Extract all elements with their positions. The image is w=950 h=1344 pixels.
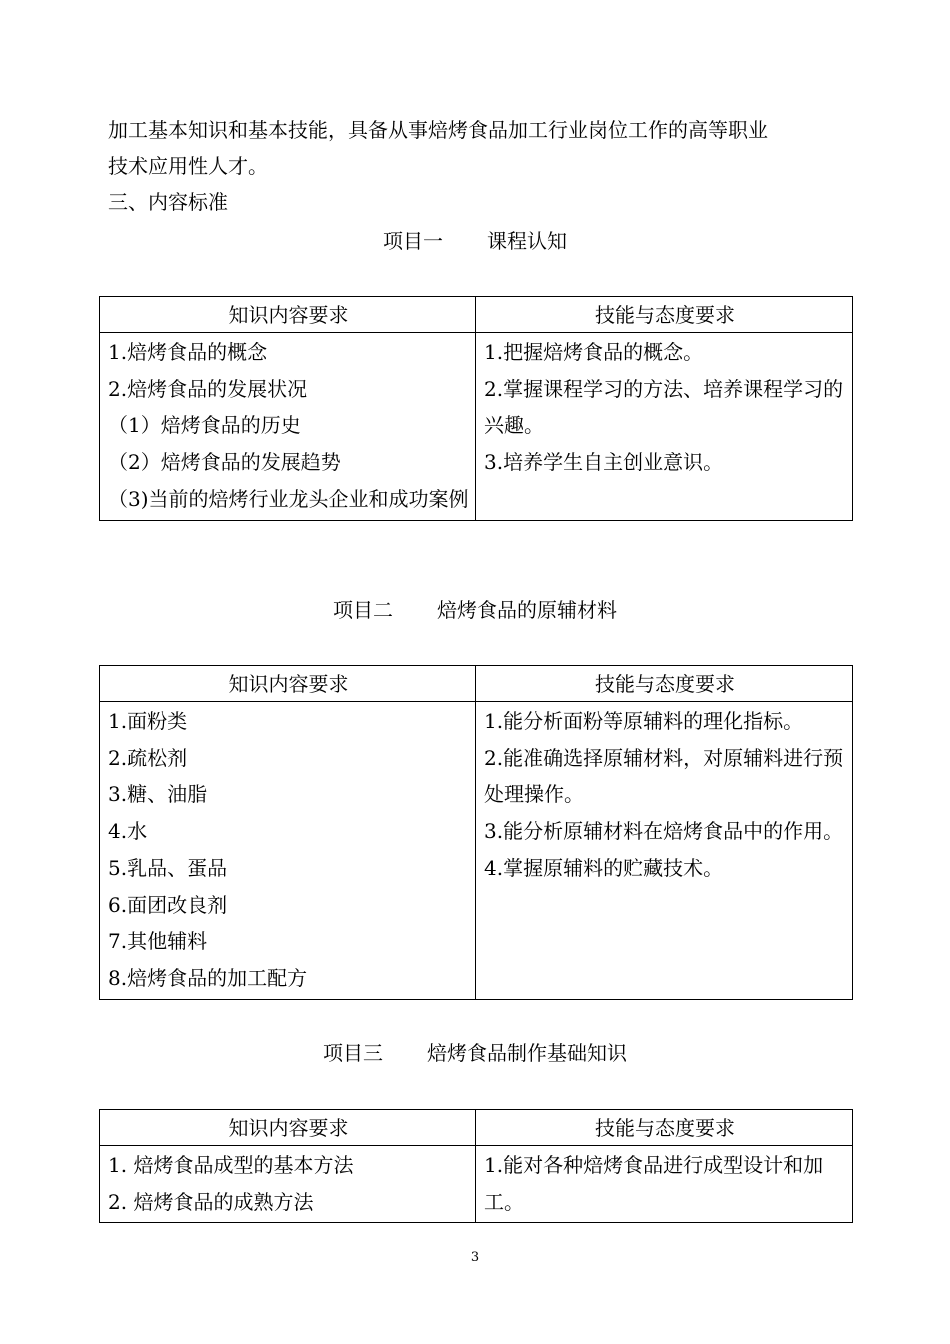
knowledge-header: 知识内容要求	[100, 297, 476, 333]
project-2-table	[99, 665, 853, 1000]
knowledge-item: 4.水	[108, 819, 148, 844]
intro-line-1: 加工基本知识和基本技能，具备从事焙烤食品加工行业岗位工作的高等职业	[108, 118, 768, 142]
project-3-table	[99, 1109, 853, 1223]
skill-item: 1.能分析面粉等原辅料的理化指标。	[484, 709, 804, 733]
knowledge-item: 7.其他辅料	[108, 929, 208, 954]
project-1-skills-cell	[476, 333, 853, 521]
skill-item: 2.能准确选择原辅材料，对原辅料进行预处理操作。	[484, 745, 844, 807]
skill-item: 2.掌握课程学习的方法、培养课程学习的兴趣。	[484, 376, 844, 438]
project-1-knowledge-cell	[100, 333, 476, 521]
skill-item: 3.培养学生自主创业意识。	[484, 450, 724, 475]
project-3-title	[0, 1035, 950, 1071]
project-3-skills-cell	[476, 1146, 853, 1223]
project-2-knowledge-cell	[100, 702, 476, 1000]
knowledge-header: 知识内容要求	[100, 666, 476, 702]
intro-line-2: 技术应用性人才。	[108, 154, 268, 178]
skills-header: 技能与态度要求	[476, 1110, 853, 1146]
knowledge-header: 知识内容要求	[100, 1110, 476, 1146]
knowledge-item: 2. 焙烤食品的成熟方法	[108, 1189, 314, 1214]
project-2-number: 项目二	[333, 598, 393, 622]
project-3-number: 项目三	[323, 1041, 383, 1065]
project-2-skills-cell	[476, 702, 853, 1000]
knowledge-item: 3.糖、油脂	[108, 782, 208, 807]
project-1-number: 项目一	[383, 229, 443, 253]
project-2-name: 焙烤食品的原辅材料	[437, 598, 617, 622]
project-1-table	[99, 296, 853, 521]
page-number: 3	[470, 1250, 480, 1265]
skills-header: 技能与态度要求	[476, 666, 853, 702]
knowledge-item: 2.焙烤食品的发展状况	[108, 376, 308, 401]
knowledge-item: 1.焙烤食品的概念	[108, 340, 268, 364]
project-1-name: 课程认知	[487, 229, 567, 253]
knowledge-item: （2）焙烤食品的发展趋势	[108, 450, 341, 475]
knowledge-item: 6.面团改良剂	[108, 892, 228, 917]
knowledge-item: 8.焙烤食品的加工配方	[108, 965, 308, 990]
knowledge-item: 5.乳品、蛋品	[108, 855, 228, 880]
knowledge-item: （3)当前的焙烤行业龙头企业和成功案例	[108, 486, 469, 511]
knowledge-item: 2.疏松剂	[108, 745, 188, 770]
project-2-title	[0, 592, 950, 628]
skill-item: 1.把握焙烤食品的概念。	[484, 340, 704, 364]
knowledge-item: 1.面粉类	[108, 709, 188, 733]
knowledge-item: （1）焙烤食品的历史	[108, 413, 301, 438]
skill-item: 1.能对各种焙烤食品进行成型设计和加工。	[484, 1153, 824, 1214]
project-3-knowledge-cell	[100, 1146, 476, 1223]
skills-header: 技能与态度要求	[476, 297, 853, 333]
skill-item: 3.能分析原辅材料在焙烤食品中的作用。	[484, 819, 844, 844]
section-heading: 三、内容标准	[108, 190, 228, 214]
project-3-name: 焙烤食品制作基础知识	[427, 1041, 627, 1065]
skill-item: 4.掌握原辅料的贮藏技术。	[484, 855, 724, 880]
knowledge-item: 1. 焙烤食品成型的基本方法	[108, 1153, 354, 1177]
project-1-title	[0, 223, 950, 259]
